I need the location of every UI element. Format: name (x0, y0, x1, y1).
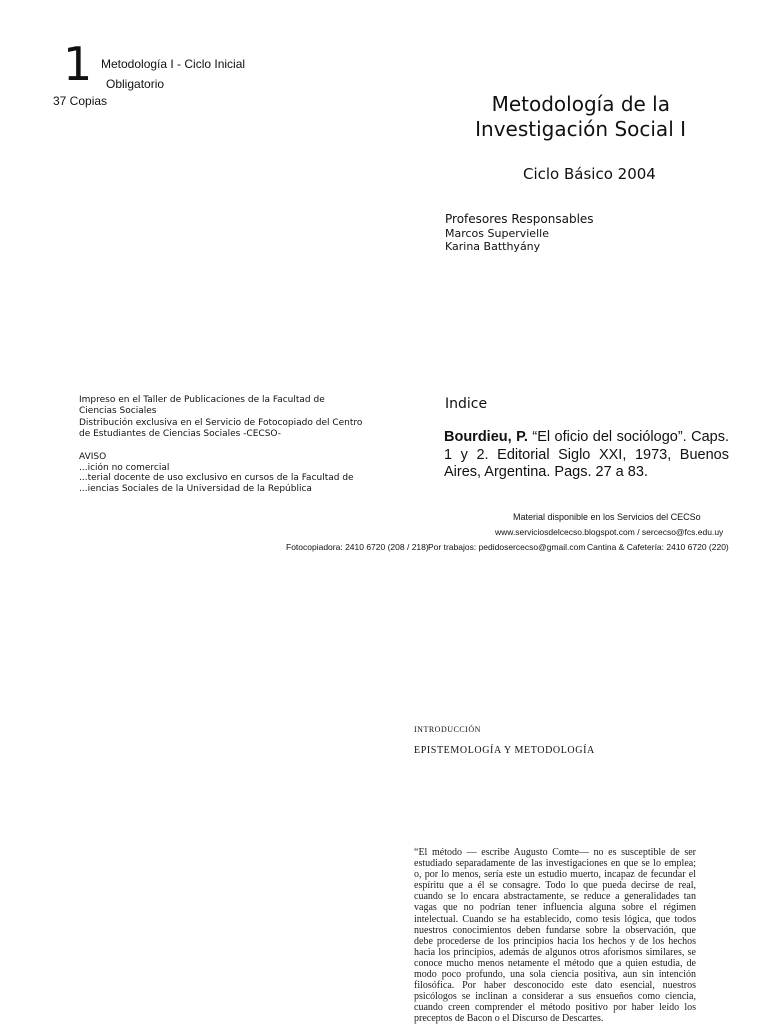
reference-author: Bourdieu, P. (444, 429, 528, 445)
chapter-body-text: “El método — escribe Augusto Comte— no es susceptible de ser estudiado separadamente de las investigaciones en que se lo emplea; o, por lo menos, sería este un estudio muerto, incapaz de fecundar el espíritu que a él se consagre. Todo lo que pueda decirse de real, cuando se lo encara abstractamente, se reduce a generalidades tan vagas que no podrían tener influencia alguna sobre el régimen intelectual. Cuando se ha establecido, como tesis lógica, que todos nuestros conocimientos deben fundarse sobre la observación, que debe procederse de los principios hacia los hechos y de los hechos hacia los principios, además de algunos otros aforismos similares, se conoce mucho menos netamente el método que a quien estudia, de modo poco profundo, una sola ciencia positiva, aun sin intención filosófica. Por haber desconocido este dato esencial, nuestros psicólogos se inclinan a considerar a sus ensueños como ciencia, cuando creen comprender el método positivo por haber leído los preceptos de Bacon o el Discurso de Descartes. (414, 847, 696, 1024)
orders-contact: Por trabajos: pedidosercecso@gmail.com (428, 542, 586, 552)
chapter-heading: EPISTEMOLOGÍA Y METODOLOGÍA (414, 745, 595, 756)
document-number: 1 (63, 37, 93, 91)
availability-links: www.serviciosdelcecso.blogspot.com / sercecso@fcs.edu.uy (495, 527, 724, 537)
copies-count: 37 Copias (53, 94, 108, 108)
bibliographic-reference (444, 429, 729, 482)
notice-label: AVISO (79, 452, 107, 462)
section-label: INTRODUCCIÓN (414, 725, 481, 734)
notice-line: ...ición no comercial (79, 463, 170, 473)
index-heading: Indice (445, 396, 488, 412)
mandatory-label: Obligatorio (106, 77, 165, 91)
cafeteria-contact: Cantina & Cafetería: 2410 6720 (220) (587, 542, 729, 552)
notice-line: ...terial docente de uso exclusivo en cursos de la Facultad de ...iencias Sociales de la Universidad de la República (79, 473, 354, 494)
printing-credit: Impreso en el Taller de Publicaciones de la Facultad de Ciencias Sociales (79, 395, 325, 416)
cycle-subtitle: Ciclo Básico 2004 (523, 165, 656, 183)
professor-name: Karina Batthyány (445, 240, 541, 253)
professor-name: Marcos Supervielle (445, 227, 549, 240)
availability-note: Material disponible en los Servicios del CECSo (513, 512, 701, 522)
subject-label: Metodología I - Ciclo Inicial (101, 57, 246, 71)
distribution-note: Distribución exclusiva en el Servicio de Fotocopiado del Centro de Estudiantes de Ciencias Sociales -CECSO- (79, 418, 363, 439)
reference-details: “El oficio del sociólogo”. Caps. 1 y 2. Editorial Siglo XXI, 1973, Buenos Aires, Argentina. Pags. 27 a 83. (444, 429, 730, 480)
document-title-line-2: Investigación Social I (475, 117, 686, 141)
photocopy-contact: Fotocopiadora: 2410 6720 (208 / 218) (286, 542, 429, 552)
professors-heading: Profesores Responsables (445, 212, 594, 226)
document-title-line-1: Metodología de la (491, 92, 670, 116)
